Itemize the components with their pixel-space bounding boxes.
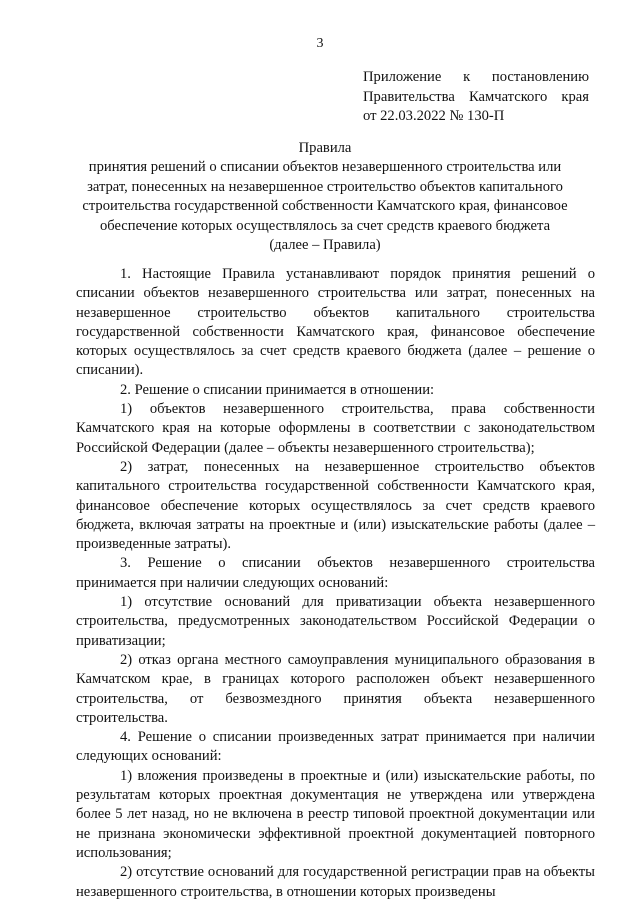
title-line: (далее – Правила) (269, 237, 381, 254)
appendix-line-2: Правительства Камчатского края (363, 88, 589, 105)
appendix-reference (363, 68, 589, 127)
document-title (78, 139, 572, 255)
paragraph-4-item-2: 2) отсутствие оснований для государственной регистрации прав на объекты незавершенного строительства, в отношении которых произведены (76, 864, 595, 900)
document-body (76, 265, 595, 902)
paragraph-2-item-1: 1) объектов незавершенного строительства, права собственности Камчатского края на которые оформлены в соответствии с законодательством Российской Федерации (далее – объекты незавершенного строительства); (76, 401, 595, 456)
title-line: обеспечение которых осуществлялось за счет средств краевого бюджета (99, 217, 551, 234)
paragraph-4-item-1: 1) вложения произведены в проектные и (или) изыскательские работы, по результатам которых проектная документация не утверждена или утверждена более 5 лет назад, но не включена в реестр типовой проектной документации или не признана экономически эффективной проектной документацией повторного использования; (76, 767, 595, 861)
paragraph-3-item-2: 2) отказ органа местного самоуправления муниципального образования в Камчатском крае, в границах которого расположен объект незавершенного строительства, от безвозмездного принятия объекта незавершенного строительства. (76, 651, 595, 726)
page-number: 3 (316, 36, 324, 51)
appendix-line-1: Приложение к постановлению (363, 69, 589, 85)
title-line: строительства государственной собственности Камчатского края, финансовое (82, 198, 568, 215)
paragraph-3-item-1: 1) отсутствие оснований для приватизации объекта незавершенного строительства, предусмотренных законодательством Российской Федерации о приватизации; (76, 594, 595, 649)
title-heading: Правила (298, 140, 352, 156)
paragraph-1: 1. Настоящие Правила устанавливают порядок принятия решений о списании объектов незавершенного строительства или затрат, понесенных на незавершенное строительство объектов капитального строительства государственной собственности Камчатского края, финансовое обеспечение которых осуществлялось за счет средств краевого бюджета (далее – решение о списании). (76, 266, 595, 379)
paragraph-2-item-2: 2) затрат, понесенных на незавершенное строительство объектов капитального строительства государственной собственности Камчатского края, финансовое обеспечение которых осуществлялось за счет средств краевого бюджета, включая затраты на проектные и (или) изыскательские работы (далее – произведенные затраты). (76, 458, 595, 553)
title-line: принятия решений о списании объектов незавершенного строительства или (88, 159, 562, 176)
paragraph-2: 2. Решение о списании принимается в отношении: (120, 381, 435, 398)
paragraph-4: 4. Решение о списании произведенных затрат принимается при наличии следующих оснований: (76, 729, 595, 765)
title-line: затрат, понесенных на незавершенное строительство объектов капитального (87, 178, 563, 195)
appendix-line-3: от 22.03.2022 № 130-П (363, 108, 505, 124)
paragraph-3: 3. Решение о списании объектов незавершенного строительства принимается при наличии следующих оснований: (76, 555, 595, 591)
